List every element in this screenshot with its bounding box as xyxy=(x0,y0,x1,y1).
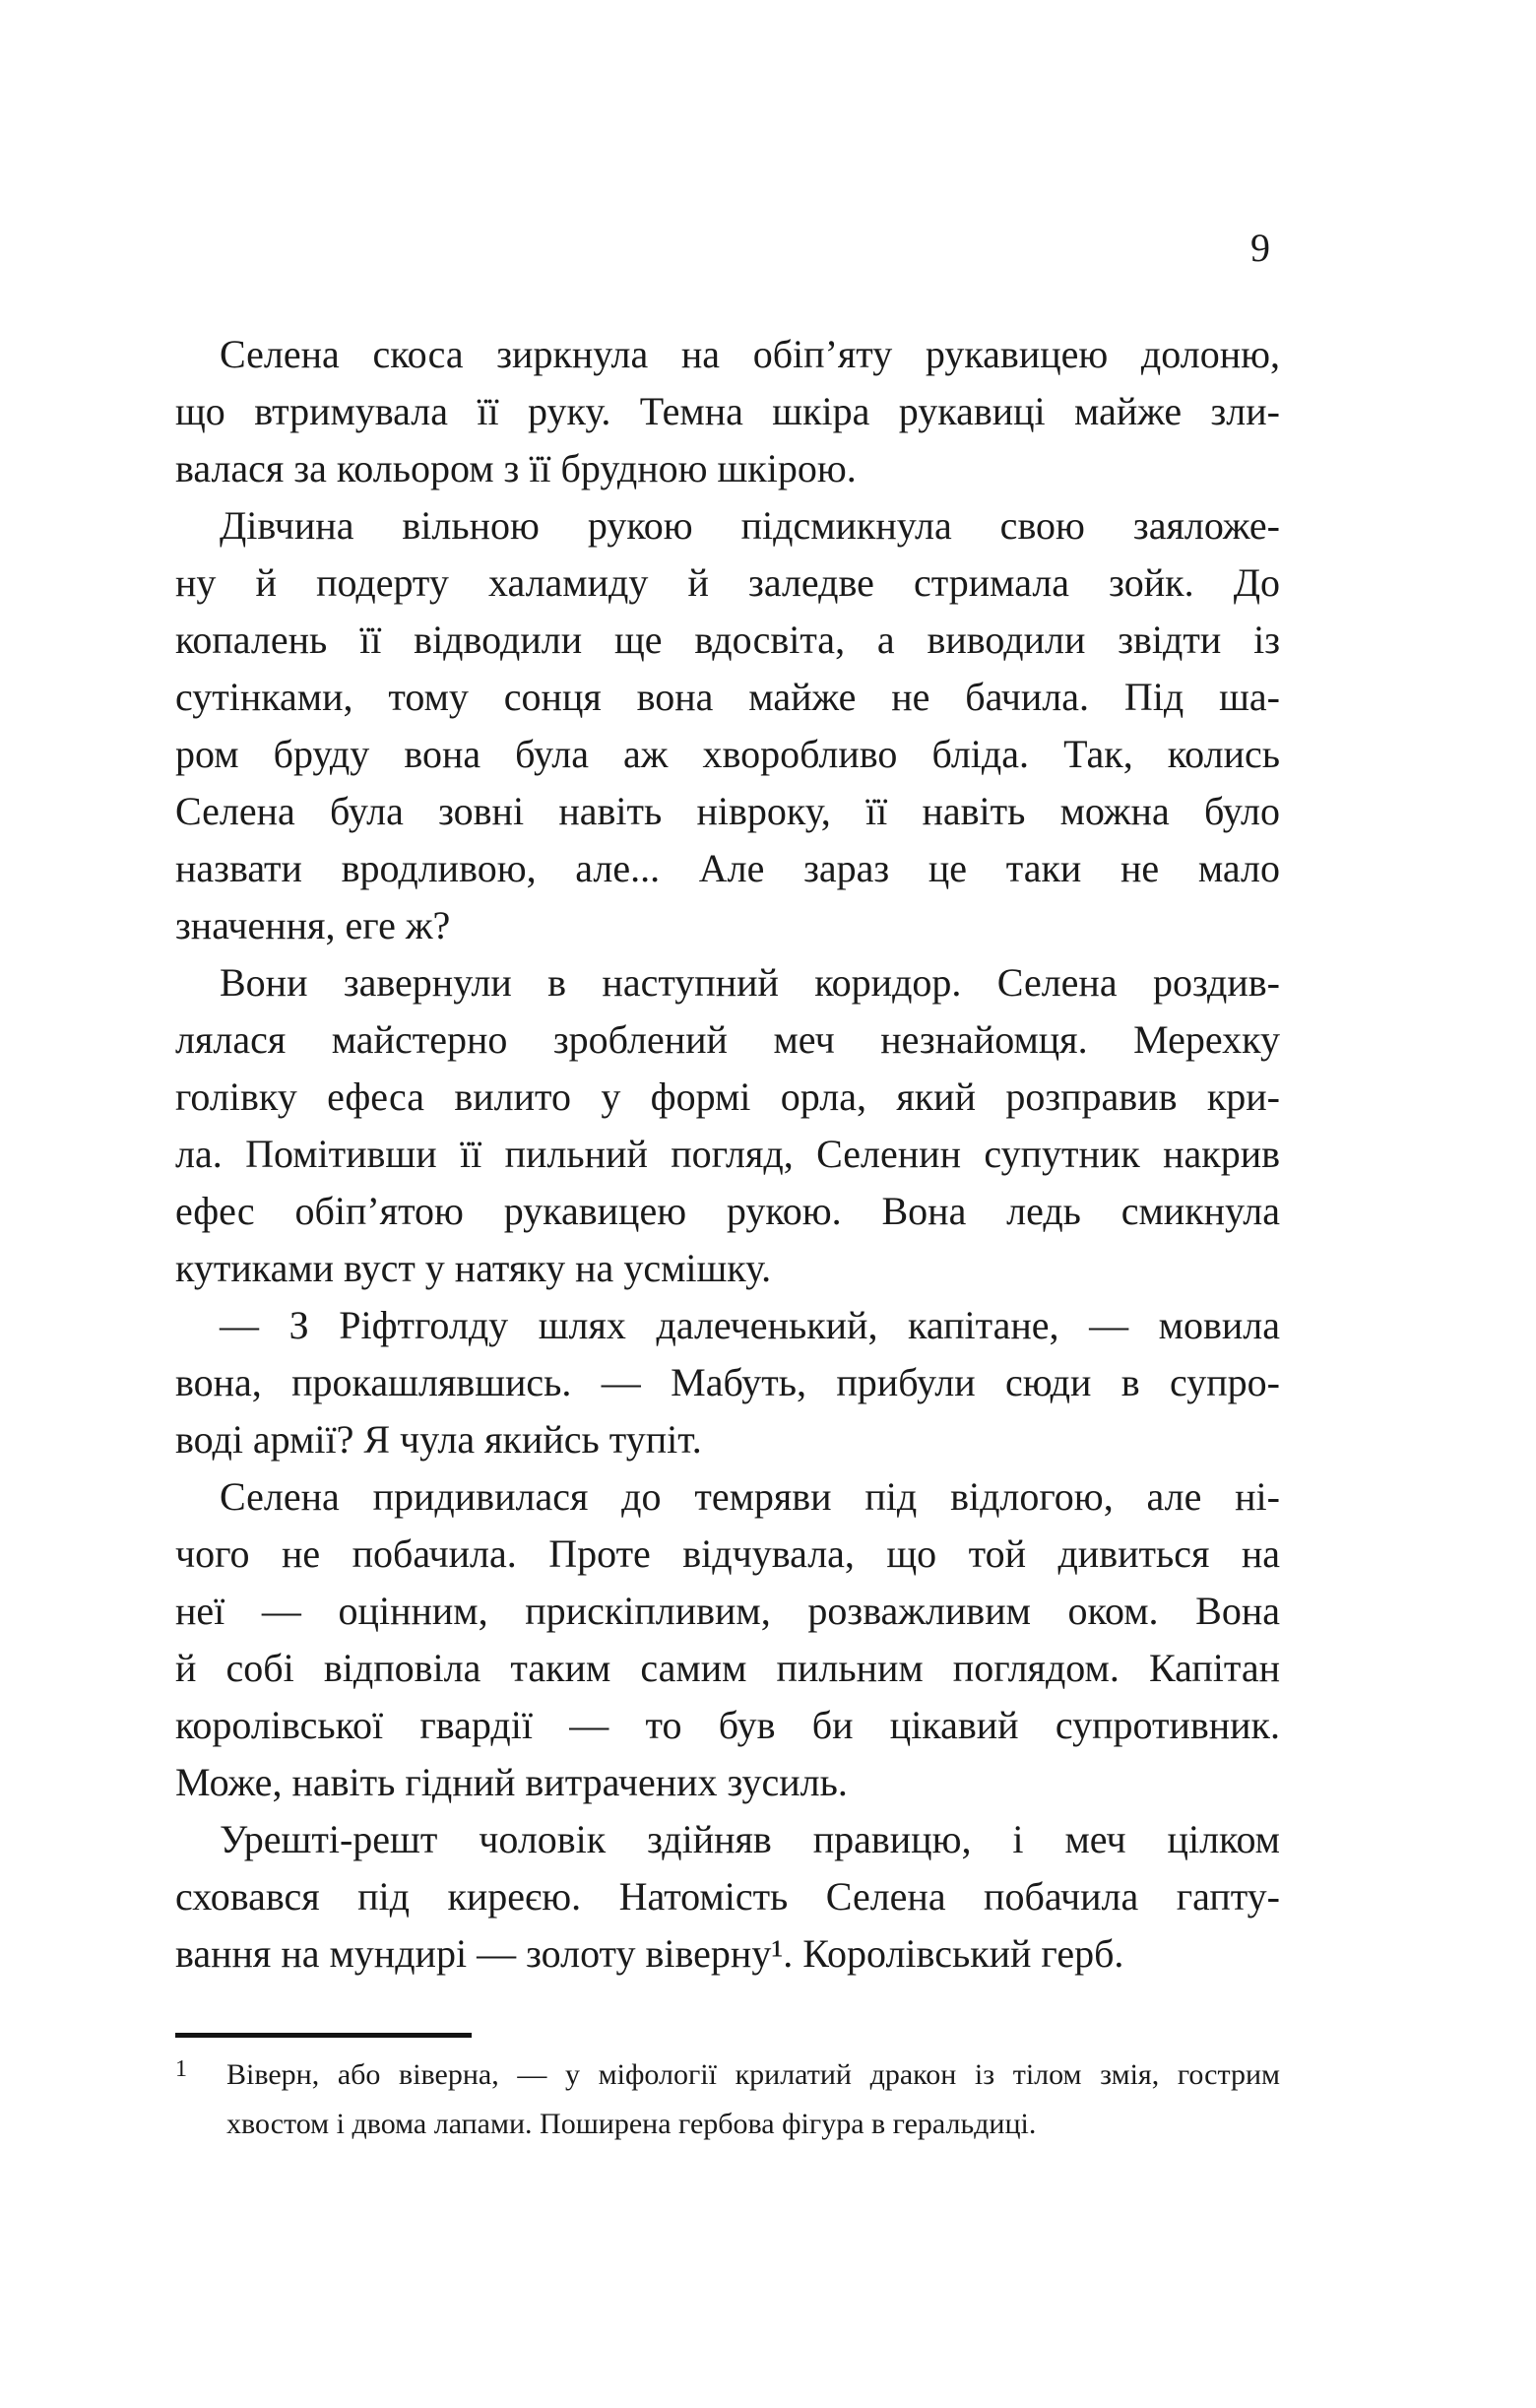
text-line: значення, еге ж? xyxy=(175,903,451,947)
text-line: голівку ефеса вилито у формі орла, який розправив кри- xyxy=(175,1074,1280,1119)
text-line: хвостом і двома лапами. Поширена гербова фігура в геральдиці. xyxy=(226,2108,1037,2140)
text-line: копалень її відводили ще вдосвіта, а виводили звідти із xyxy=(175,618,1280,662)
text-line: й собі відповіла таким самим пильним поглядом. Капітан xyxy=(175,1646,1280,1690)
text-line: Може, навіть гідний витрачених зусиль. xyxy=(175,1760,848,1804)
text-line: вона, прокашлявшись. — Мабуть, прибули сюди в супро- xyxy=(175,1360,1280,1404)
text-line: чого не побачила. Проте відчувала, що той дивиться на xyxy=(175,1531,1280,1576)
text-line: ефес обіп’ятою рукавицею рукою. Вона ледь смикнула xyxy=(175,1189,1280,1233)
text-line: неї — оцінним, прискіпливим, розважливим оком. Вона xyxy=(175,1589,1280,1633)
footnote-marker: 1 xyxy=(175,2056,187,2082)
text-line: ла. Помітивши її пильний погляд, Селенин супутник накрив xyxy=(175,1132,1280,1176)
text-line: Селена була зовні навіть нівроку, її навіть можна було xyxy=(175,789,1280,833)
text-line: назвати вродливою, але... Але зараз це таки не мало xyxy=(175,846,1280,890)
text-line: Урешті-решт чоловік здійняв правицю, і меч цілком xyxy=(220,1817,1280,1861)
footnote-text xyxy=(226,2050,1280,2149)
text-line: ну й подерту халамиду й заледве стримала зойк. До xyxy=(175,560,1280,605)
text-line: Селена придивилася до темряви під відлогою, але ні- xyxy=(220,1474,1280,1519)
text-line: Вони завернули в наступний коридор. Селена роздив- xyxy=(220,960,1280,1005)
text-line: Віверн, або віверна, — у міфології крилатий дракон із тілом змія, гострим xyxy=(226,2058,1280,2091)
text-line: сутінками, тому сонця вона майже не бачила. Під ша- xyxy=(175,675,1280,719)
page-number: 9 xyxy=(1250,226,1270,270)
text-line: воді армії? Я чула якийсь тупіт. xyxy=(175,1417,702,1462)
text-line: — З Ріфтголду шлях далеченький, капітане, — мовила xyxy=(220,1303,1280,1347)
footnote-divider xyxy=(175,2033,472,2038)
text-line: лялася майстерно зроблений меч незнайомця. Мерехку xyxy=(175,1017,1280,1062)
text-line: що втримувала її руку. Темна шкіра рукавиці майже зли- xyxy=(175,389,1280,433)
text-line: сховався під киреєю. Натомість Селена побачила гапту- xyxy=(175,1874,1280,1919)
footnote xyxy=(175,2050,1280,2149)
body-text xyxy=(175,326,1280,1983)
text-line: кутиками вуст у натяку на усмішку. xyxy=(175,1246,772,1290)
text-line: королівської гвардії — то був би цікавий супротивник. xyxy=(175,1703,1280,1747)
text-line: Селена скоса зиркнула на обіп’яту рукавицею долоню, xyxy=(220,332,1280,376)
text-line: Дівчина вільною рукою підсмикнула свою заяложе- xyxy=(220,503,1280,548)
text-line: валася за кольором з її брудною шкірою. xyxy=(175,446,857,490)
text-line: ром бруду вона була аж хворобливо бліда. Так, колись xyxy=(175,732,1280,776)
text-line: вання на мундирі — золоту віверну¹. Королівський герб. xyxy=(175,1931,1124,1976)
